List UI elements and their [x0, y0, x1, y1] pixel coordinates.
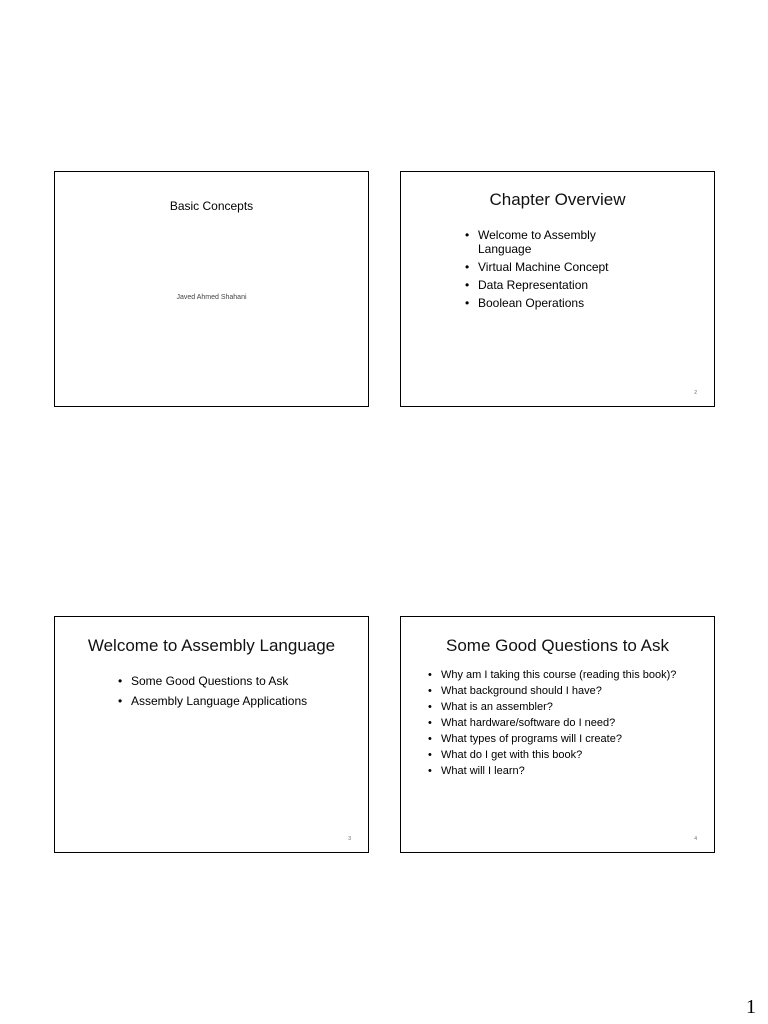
- slide-number: 4: [694, 836, 697, 842]
- bullet-item: • Welcome to Assembly Language: [465, 228, 635, 256]
- slide-1-title: [54, 171, 369, 407]
- bullet-item: • What hardware/software do I need?: [428, 717, 688, 730]
- bullet-item: • Data Representation: [465, 278, 635, 292]
- slide-3-welcome: [54, 616, 369, 853]
- bullet-list: [465, 228, 635, 314]
- slide-title: Some Good Questions to Ask: [445, 636, 669, 655]
- slide-title: Basic Concepts: [169, 199, 254, 213]
- bullet-item: • What is an assembler?: [428, 701, 688, 714]
- page-number: 1: [746, 996, 756, 1018]
- slide-title: Chapter Overview: [489, 190, 626, 209]
- slide-author: Javed Ahmed Shahani: [176, 294, 247, 301]
- bullet-list: [118, 674, 348, 714]
- slide-number: 3: [348, 836, 351, 842]
- slide-number: 2: [694, 390, 697, 396]
- bullet-item: • Assembly Language Applications: [118, 694, 348, 708]
- bullet-item: • Why am I taking this course (reading this book)?: [428, 669, 688, 682]
- slide-4-good-questions: [400, 616, 715, 853]
- slide-title: Welcome to Assembly Language: [87, 636, 336, 655]
- bullet-item: • What will I learn?: [428, 765, 688, 778]
- bullet-item: • What types of programs will I create?: [428, 733, 688, 746]
- bullet-list: [428, 669, 688, 781]
- bullet-item: • What background should I have?: [428, 685, 688, 698]
- bullet-item: • Boolean Operations: [465, 296, 635, 310]
- slide-2-chapter-overview: [400, 171, 715, 407]
- bullet-item: • What do I get with this book?: [428, 749, 688, 762]
- bullet-item: • Some Good Questions to Ask: [118, 674, 348, 688]
- bullet-item: • Virtual Machine Concept: [465, 260, 635, 274]
